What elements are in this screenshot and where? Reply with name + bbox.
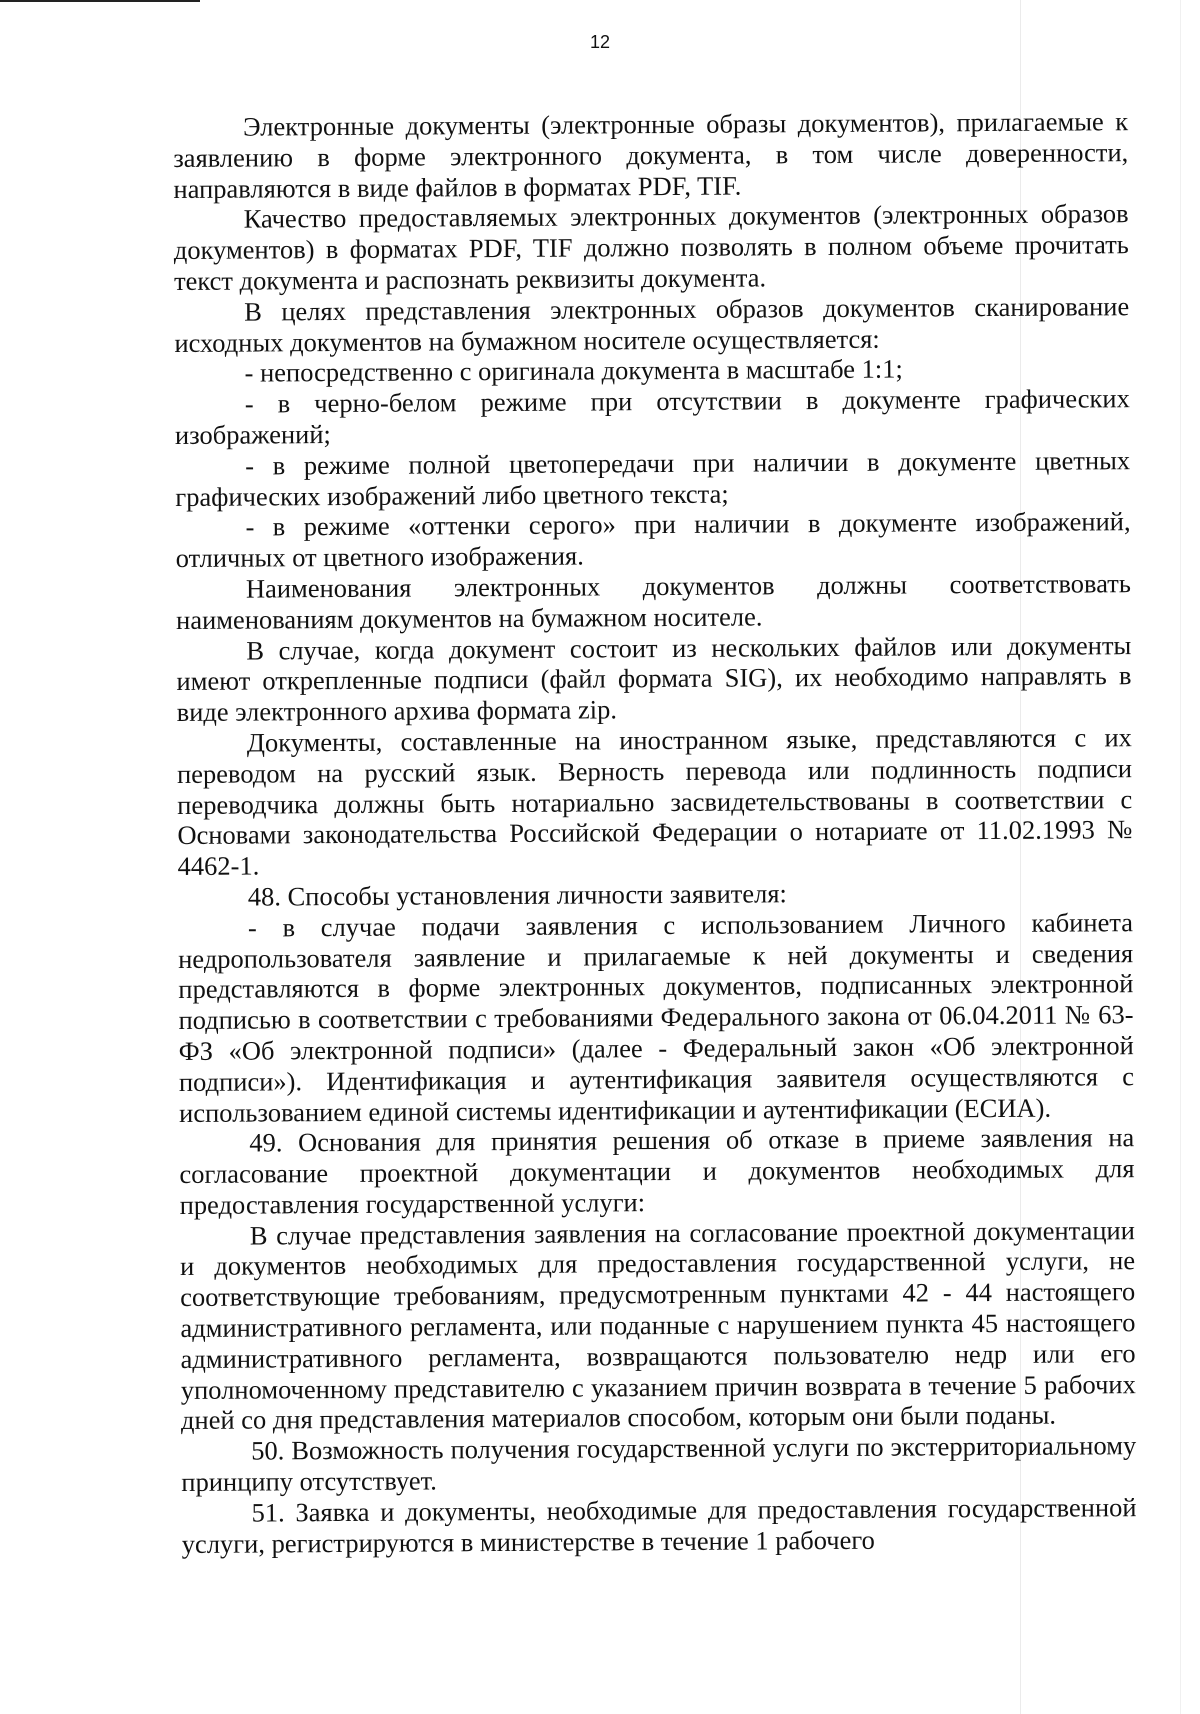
scan-corner-mark — [0, 0, 200, 2]
section-51: 51. Заявка и документы, необходимые для предоставления государственной услуги, регистрируются в министерстве в течение 1 рабочего — [181, 1491, 1137, 1559]
scan-edge-line — [1180, 0, 1181, 1714]
paragraph: В случае представления заявления на согласование проектной документации и документов необходимых для предоставления государственной услуги, не соответствующие требованиям, предусмотренным пунктами 42 - 44 настоящего административного регламента, или поданные с нарушением пункта 45 настоящего административного регламента, возвращаются пользователю недр или его уполномоченному представителю с указанием причин возврата в течение 5 рабочих дней со дня представления материалов способом, которым они были поданы. — [179, 1214, 1136, 1436]
paragraph: В целях представления электронных образов документов сканирование исходных документов на бумажном носителе осуществляется: — [174, 290, 1130, 358]
paragraph: Электронные документы (электронные образы документов), прилагаемые к заявлению в форме электронного документа, в том числе доверенности, направляются в виде файлов в форматах PDF, TIF. — [173, 106, 1129, 204]
paragraph: В случае, когда документ состоит из нескольких файлов или документы имеют открепленные подписи (файл формата SIG), их необходимо направлять в виде электронного архива формата zip. — [176, 629, 1132, 728]
section-50: 50. Возможность получения государственной услуги по экстерриториальному принципу отсутствует. — [181, 1430, 1137, 1498]
section-heading-48: 48. Способы установления личности заявителя: — [247, 878, 787, 912]
list-item: - в черно-белом режиме при отсутствии в документе графических изображений; — [174, 383, 1130, 450]
page-number: 12 — [589, 32, 611, 52]
list-item: - непосредственно с оригинала документа в масштабе 1:1; — [244, 353, 903, 388]
paragraph: Качество предоставляемых электронных документов (электронных образов документов) в форматах PDF, TIF должно позволять в полном объеме прочитать текст документа и распознать реквизиты документа. — [173, 198, 1129, 296]
paragraph: Наименования электронных документов должны соответствовать наименованиям документов на бумажном носителе. — [176, 568, 1131, 635]
list-item: - в случае подачи заявления с использованием Личного кабинета недропользователя заявление и прилагаемые к ней документы и сведения представляются в форме электронных документов, подписанных электронной подписью в соответствии с требованиями Федерального закона от 06.04.2011 № 63-ФЗ «Об электронной подписи» (далее - Федеральный закон «Об электронной подписи»). Идентификация и аутентификация заявителя осуществляются с использованием единой системы идентификации и аутентификации (ЕСИА). — [178, 906, 1134, 1128]
paragraph: Документы, составленные на иностранном языке, представляются с их переводом на русский язык. Верность перевода или подлинность подписи переводчика должны быть нотариально засвидетельствованы в соответствии с Основами законодательства Российской Федерации о нотариате от 11.02.1993 № 4462-1. — [176, 722, 1133, 882]
list-item: - в режиме «оттенки серого» при наличии в документе изображений, отличных от цветного изображения. — [175, 506, 1131, 574]
document-body — [173, 106, 1137, 1559]
list-item: - в режиме полной цветопередачи при наличии в документе цветных графических изображений либо цветного текста; — [175, 444, 1131, 512]
section-heading-49: 49. Основания для принятия решения об отказе в приеме заявления на согласование проектной документации и документов необходимых для предоставления государственной услуги: — [179, 1122, 1135, 1220]
